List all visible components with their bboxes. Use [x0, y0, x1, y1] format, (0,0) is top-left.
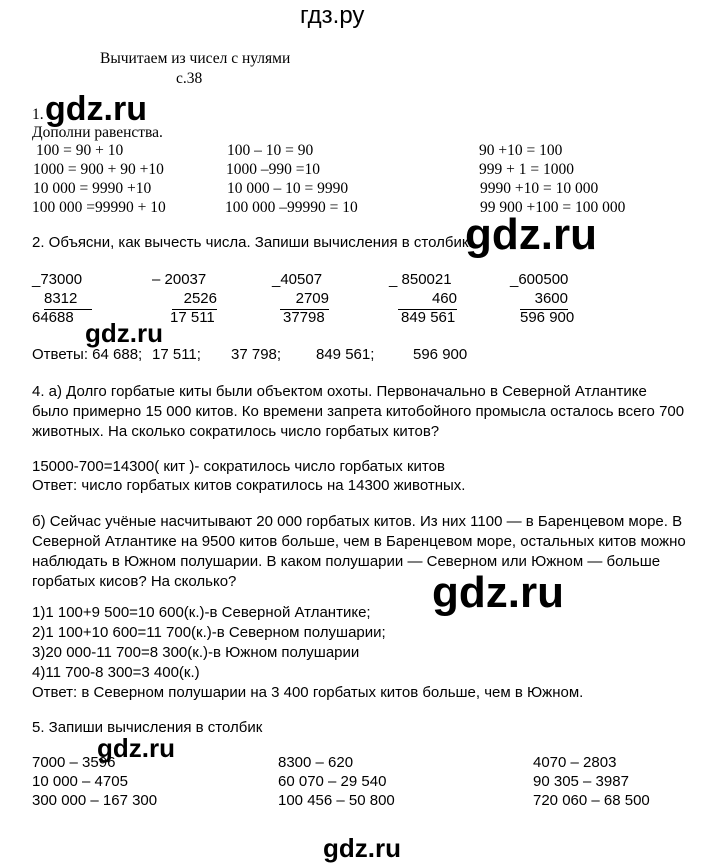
page-reference: с.38 [176, 70, 203, 87]
expression: 4070 – 2803 [533, 754, 617, 771]
task4b-text: наблюдать в Южном полушарии. В каком полушарии — Северном или Южном — больше [32, 553, 661, 570]
equation: 999 + 1 = 1000 [479, 161, 574, 178]
column-result: 37798 [283, 309, 325, 326]
task4a-answer: Ответ: число горбатых китов сократилось на 14300 животных. [32, 477, 466, 494]
watermark: gdz.ru [97, 733, 175, 763]
task4a-text: было примерно 15 000 китов. Ко времени запрета китобойного промысла осталось всего 700 [32, 403, 685, 420]
task4a-text: животных. На сколько сократилось число горбатых китов? [32, 423, 440, 440]
expression: 8300 – 620 [278, 754, 354, 771]
task4a-solution: 15000-700=14300( кит )- сократилось число горбатых китов [32, 458, 445, 475]
column-result: 849 561 [401, 309, 456, 326]
column-subtrahend: 2526 [172, 289, 217, 310]
solution-step: 2)1 100+10 600=11 700(к.)-в Северном полушарии; [32, 624, 386, 641]
answer-value: 17 511; [152, 346, 201, 363]
answer-value: 596 900 [413, 346, 468, 363]
column-result: 596 900 [520, 309, 575, 326]
column-subtrahend: 2709 [280, 289, 329, 310]
expression: 60 070 – 29 540 [278, 773, 387, 790]
equation: 100 000 =99990 + 10 [32, 199, 166, 216]
equation: 9990 +10 = 10 000 [480, 180, 599, 197]
task4b-text: горбатых кисов? На сколько? [32, 573, 237, 590]
site-header[interactable]: гдз.ру [300, 2, 365, 29]
column-minuend: _ 850021 [389, 271, 452, 288]
expression: 720 060 – 68 500 [533, 792, 650, 809]
equation: 100 000 –99990 = 10 [225, 199, 358, 216]
equation: 100 – 10 = 90 [227, 142, 314, 159]
watermark: gdz.ru [323, 833, 401, 863]
solution-step: 3)20 000-11 700=8 300(к.)-в Южном полушарии [32, 644, 360, 661]
expression: 300 000 – 167 300 [32, 792, 158, 809]
watermark: gdz.ru [432, 568, 564, 617]
task4b-answer: Ответ: в Северном полушарии на 3 400 горбатых китов больше, чем в Южном. [32, 684, 584, 701]
equation: 100 = 90 + 10 [36, 142, 124, 159]
equation: 10 000 = 9990 +10 [33, 180, 152, 197]
equation: 99 900 +100 = 100 000 [480, 199, 626, 216]
section-title: Вычитаем из чисел с нулями [100, 50, 291, 67]
answer-value: 849 561; [316, 346, 375, 363]
expression: 7000 – 3596 [32, 754, 116, 771]
task1-number: 1. [32, 106, 44, 123]
answers-label: Ответы: 64 688; [32, 346, 143, 363]
equation: 1000 = 900 + 90 +10 [33, 161, 164, 178]
equation: 10 000 – 10 = 9990 [227, 180, 349, 197]
column-minuend: _40507 [272, 271, 323, 288]
answer-value: 37 798; [231, 346, 282, 363]
equation: 1000 –990 =10 [226, 161, 320, 178]
column-minuend: – 20037 [152, 271, 207, 288]
watermark: gdz.ru [45, 90, 147, 128]
column-subtrahend: 460 [398, 289, 457, 310]
watermark: gdz.ru [85, 318, 163, 348]
task1-prompt: Дополни равенства. [32, 124, 163, 141]
column-minuend: _600500 [510, 271, 569, 288]
task4b-text: Северной Атлантике на 9500 китов больше, чем в Баренцевом море, остальных китов можно [32, 533, 686, 550]
column-subtrahend: 3600 [520, 289, 568, 310]
expression: 10 000 – 4705 [32, 773, 128, 790]
watermark: gdz.ru [465, 210, 597, 259]
task5-prompt: 5. Запиши вычисления в столбик [32, 719, 263, 736]
task4a-text: 4. а) Долго горбатые киты были объектом охоты. Первоначально в Северной Атлантике [32, 383, 647, 400]
solution-step: 1)1 100+9 500=10 600(к.)-в Северной Атлантике; [32, 604, 371, 621]
equation: 90 +10 = 100 [479, 142, 563, 159]
solution-step: 4)11 700-8 300=3 400(к.) [32, 664, 200, 681]
expression: 90 305 – 3987 [533, 773, 629, 790]
column-result: 64688 [32, 309, 74, 326]
task2-prompt: 2. Объясни, как вычесть числа. Запиши вычисления в столбик. [32, 234, 473, 251]
column-minuend: _73000 [32, 271, 83, 288]
column-subtrahend: 8312 [44, 289, 92, 310]
expression: 100 456 – 50 800 [278, 792, 395, 809]
column-result: 17 511 [170, 309, 215, 326]
task4b-text: б) Сейчас учёные насчитывают 20 000 горбатых китов. Из них 1100 — в Баренцевом море. В [32, 513, 683, 530]
